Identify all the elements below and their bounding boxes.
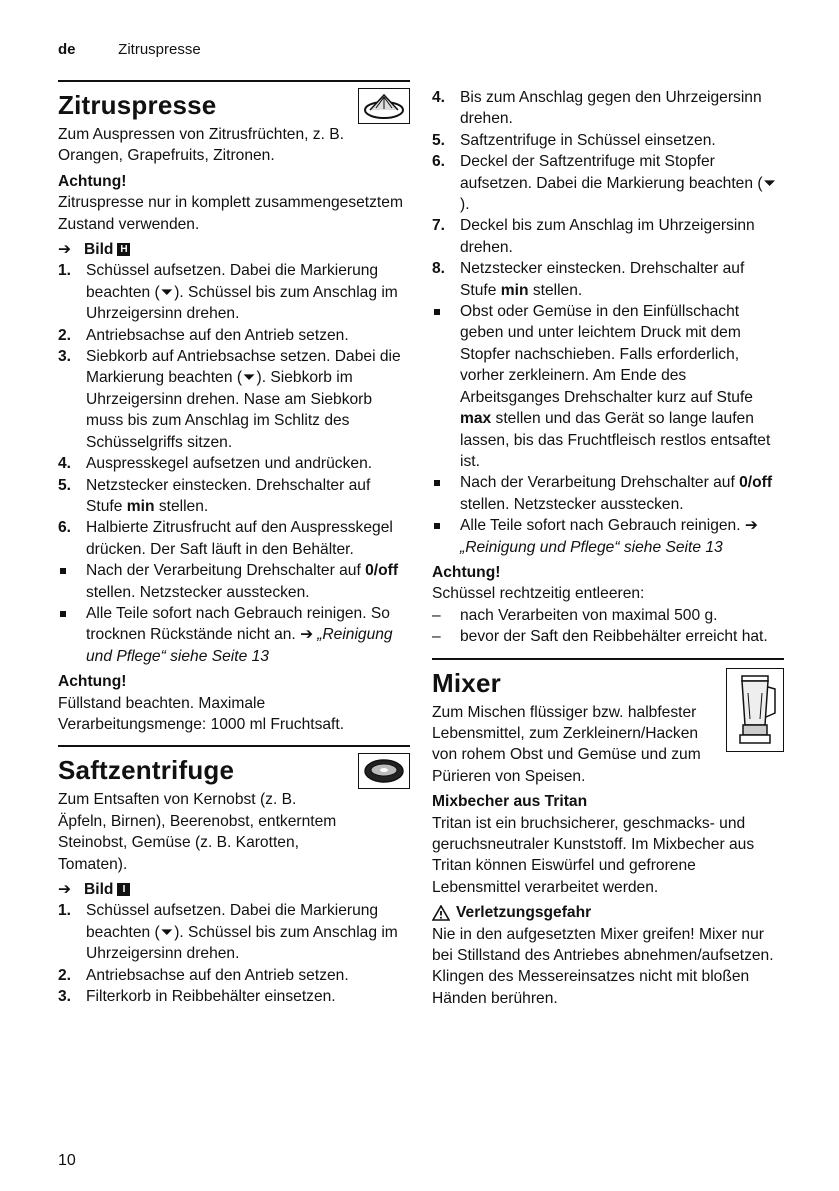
steps-list-continued (432, 87, 784, 301)
header-title: Zitruspresse (118, 41, 201, 58)
section-title: Mixer (432, 667, 501, 698)
warning-text: Zitruspresse nur in komplett zusammengesetztem Zustand verwenden. (58, 194, 403, 233)
section-intro: Zum Mischen flüssiger bzw. halbfester Lebensmittel, zum Zerkleinern/Hacken von rohem Obst und Gemüse und zum Pürieren von Speisen. (432, 703, 701, 785)
section-divider (58, 745, 410, 747)
list-item: 6. Halbierte Zitrusfrucht auf den Auspresskegel drücken. Der Saft läuft in den Behälter. (58, 519, 393, 558)
section-divider (58, 80, 410, 82)
section-mixer (432, 658, 784, 1010)
bullet-square-icon (60, 611, 66, 617)
list-item: 6. Deckel der Saftzentrifuge mit Stopfer aufsetzen. Dabei die Markierung beachten (⏷). (432, 153, 777, 214)
figure-reference: ➔ Bild I (58, 879, 410, 900)
marker-symbol-icon: ⏷ (160, 283, 174, 301)
marker-symbol-icon: ⏷ (243, 369, 256, 387)
subsection-heading: Mixbecher aus Tritan (432, 793, 588, 811)
section-title: Saftzentrifuge (58, 755, 235, 786)
bullet-square-icon (60, 568, 66, 574)
section-divider (432, 658, 784, 660)
arrow-right-icon: ➔ (58, 241, 72, 259)
danger-text: Nie in den aufgesetzten Mixer greifen! Mixer nur bei Stillstand des Antriebes abnehmen/aufsetzen. Klingen des Messereinsatzes nicht mit bloßen Händen berühren. (432, 925, 774, 1007)
bullet-square-icon (434, 309, 440, 315)
note-heading: Achtung! (58, 673, 127, 691)
list-item: – nach Verarbeiten von maximal 500 g. (432, 606, 718, 624)
note-heading: Achtung! (432, 563, 501, 581)
page-header (58, 39, 201, 60)
list-item: 8. Netzstecker einstecken. Drehschalter auf Stufe min stellen. (432, 260, 745, 299)
list-item: Nach der Verarbeitung Drehschalter auf 0/off stellen. Netzstecker ausstecken. (432, 472, 784, 515)
list-item: 3. Filterkorb in Reibbehälter einsetzen. (58, 988, 336, 1006)
list-item: 3. Siebkorb auf Antriebsachse setzen. Dabei die Markierung beachten (⏷). Siebkorb im Uhrzeigersinn drehen. Nase am Siebkorb muss bis zum Anschlag im Schlitz des Schüsselgriffs sitzen. (58, 348, 401, 451)
arrow-right-icon: ➔ (58, 881, 72, 898)
arrow-right-icon: ➔ (300, 626, 314, 644)
figure-letter-badge: H (117, 243, 130, 256)
cross-reference: „Reinigung und Pflege“ siehe Seite 13 (460, 538, 723, 556)
note-text: Füllstand beachten. Maximale Verarbeitungsmenge: 1000 ml Fruchtsaft. (58, 694, 345, 733)
bullet-square-icon (434, 480, 440, 486)
list-item: 1. Schüssel aufsetzen. Dabei die Markierung beachten (⏷). Schüssel bis zum Anschlag im Uhrzeigersinn drehen. (58, 262, 398, 323)
marker-symbol-icon: ⏷ (763, 174, 777, 192)
cross-reference: „Reinigung und Pflege“ siehe Seite 13 (86, 626, 393, 665)
section-zitruspresse (58, 80, 410, 735)
list-item: Nach der Verarbeitung Drehschalter auf 0/off stellen. Netzstecker ausstecken. (58, 560, 410, 603)
citrus-press-icon (358, 88, 410, 124)
list-item: 4. Bis zum Anschlag gegen den Uhrzeigersinn drehen. (432, 89, 762, 128)
list-item: 2. Antriebsachse auf den Antrieb setzen. (58, 326, 349, 344)
juice-centrifuge-icon (358, 753, 410, 789)
left-column (58, 80, 410, 1007)
right-column (432, 87, 784, 1009)
subsection-text: Tritan ist ein bruchsicherer, geschmacks- und geruchsneutraler Kunststoff. Im Mixbecher aus Tritan können Eiswürfel und gefrorene Lebensmittel verarbeitet werden. (432, 814, 755, 896)
danger-heading: Verletzungsgefahr (432, 902, 784, 923)
steps-list (58, 260, 410, 560)
warning-heading: Achtung! (58, 172, 127, 190)
list-item: Alle Teile sofort nach Gebrauch reinigen. So trocknen Rückstände nicht an. ➔ „Reinigung und Pflege“ siehe Seite 13 (58, 603, 410, 667)
bullet-list (432, 301, 784, 558)
list-item: Obst oder Gemüse in den Einfüllschacht geben und unter leichtem Druck mit dem Stopfer nachschieben. Falls erforderlich, vorher zerkleinern. Am Ende des Arbeitsganges Drehschalter kurz auf Stufe max stellen und das Gerät so lange laufen lassen, bis das Fruchtfleisch restlos entsaftet ist. (432, 301, 784, 472)
language-label: de (58, 41, 76, 58)
dash-list (432, 605, 784, 648)
list-item: 4. Auspresskegel aufsetzen und andrücken. (58, 455, 373, 473)
figure-letter-badge: I (117, 883, 130, 896)
section-intro: Zum Auspressen von Zitrusfrüchten, z. B. Orangen, Grapefruits, Zitronen. (58, 126, 345, 165)
list-item: – bevor der Saft den Reibbehälter erreicht hat. (432, 628, 768, 646)
bullet-square-icon (434, 523, 440, 529)
list-item: 5. Netzstecker einstecken. Drehschalter auf Stufe min stellen. (58, 476, 371, 515)
warning-triangle-icon (432, 905, 450, 921)
bullet-list (58, 560, 410, 667)
note-text: Schüssel rechtzeitig entleeren: (432, 585, 645, 603)
list-item: Alle Teile sofort nach Gebrauch reinigen. ➔„Reinigung und Pflege“ siehe Seite 13 (432, 515, 784, 558)
section-title: Zitruspresse (58, 90, 217, 120)
page-number: 10 (58, 1152, 76, 1169)
steps-list (58, 900, 410, 1007)
marker-symbol-icon: ⏷ (160, 923, 174, 941)
list-item: 5. Saftzentrifuge in Schüssel einsetzen. (432, 131, 716, 149)
figure-reference: ➔ Bild H (58, 239, 410, 260)
section-intro: Zum Entsaften von Kernobst (z. B. Äpfeln, Birnen), Beerenobst, entkerntem Steinobst, Gemüse (z. B. Karotten, Tomaten). (58, 791, 337, 873)
blender-jug-icon (726, 668, 784, 752)
arrow-right-icon: ➔ (744, 517, 758, 535)
list-item: 1. Schüssel aufsetzen. Dabei die Markierung beachten (⏷). Schüssel bis zum Anschlag im Uhrzeigersinn drehen. (58, 902, 398, 963)
list-item: 7. Deckel bis zum Anschlag im Uhrzeigersinn drehen. (432, 217, 755, 256)
section-saftzentrifuge (58, 745, 410, 1007)
list-item: 2. Antriebsachse auf den Antrieb setzen. (58, 966, 349, 984)
